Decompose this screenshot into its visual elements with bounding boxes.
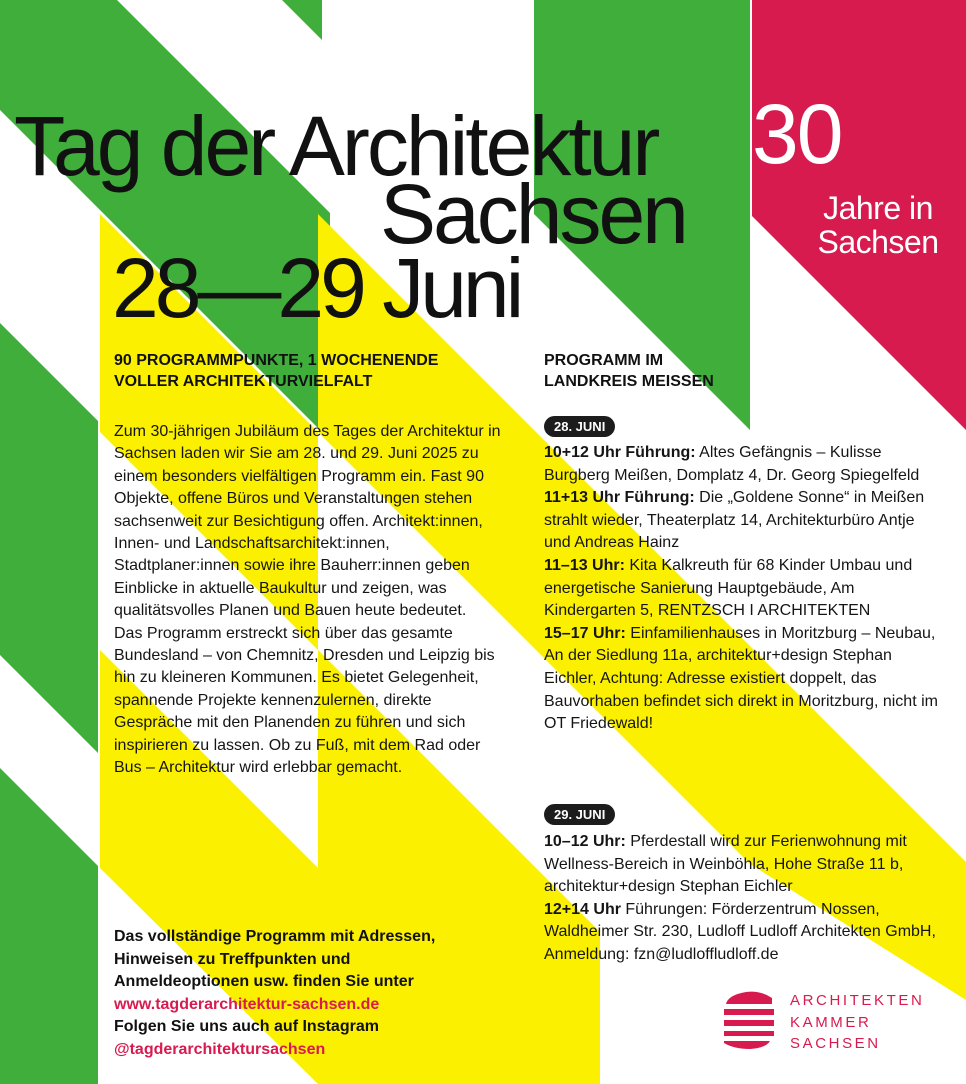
day-2-badge-wrap — [544, 804, 615, 825]
program-item — [544, 442, 944, 487]
program-item-text: Pferdestall wird zur Ferienwohnung mit Wellness-Bereich in Weinböhla, Hohe Straße 11 b, architektur+design Stephan Eichler — [544, 833, 907, 896]
program-item — [544, 899, 944, 967]
anniversary-number: 30 — [752, 87, 842, 181]
architektenkammer-logo-text — [790, 990, 924, 1055]
footer-line-3: Anmeldeoptionen usw. finden Sie unter — [114, 973, 414, 991]
program-item-time: 10–12 Uhr: — [544, 833, 626, 850]
program-item — [544, 831, 944, 899]
left-heading — [114, 350, 514, 392]
program-item-text: Einfamilienhauses in Moritzburg – Neubau, An der Siedlung 11a, architektur+design Stephan Eichler, Achtung: Adresse existiert doppelt, das Bauvorhaben befindet sich direkt in Moritzburg, nicht im OT Friedewald! — [544, 624, 938, 733]
day-2-badge: 29. JUNI — [544, 804, 615, 825]
program-item-time: 12+14 Uhr — [544, 900, 621, 918]
program-item-time: 15–17 Uhr: — [544, 624, 626, 642]
website-link[interactable]: www.tagderarchitektur-sachsen.de — [114, 995, 380, 1013]
title-line-1: Tag der Architektur — [14, 99, 658, 193]
program-item-text: Die „Goldene Sonne“ in Meißen strahlt wieder, Theaterplatz 14, Architekturbüro Antje und Andreas Hainz — [544, 489, 925, 552]
instagram-link[interactable]: @tagderarchitektursachsen — [114, 1040, 326, 1058]
day-1-program — [544, 442, 944, 736]
intro-text — [114, 421, 506, 780]
day-1-badge-wrap — [544, 416, 615, 437]
intro-paragraph-2: Das Programm erstreckt sich über das gesamte Bundesland – von Chemnitz, Dresden und Leipzig bis hin zu kleineren Kommunen. Es bietet Gelegenheit, spannende Projekte kennenzulernen, direkte Gespräche mit den Planenden zu führen und sich inspirieren zu lassen. Ob zu Fuß, mit dem Rad oder Bus – Architektur wird erlebbar gemacht. — [114, 624, 495, 777]
intro-paragraph-1: Zum 30-jährigen Jubiläum des Tages der Architektur in Sachsen laden wir Sie am 28. und 29. Juni 2025 zu einem besonders vielfältigen Programm ein. Fast 90 Objekte, offene Büros und Veranstaltungen stehen sachsenweit zur Besichtigung offen. Architekt:innen, Innen- und Landschaftsarchitekt:innen, Stadtplaner:innen sowie ihre Bauherr:innen geben Einblicke in aktuelle Baukultur und zeigen, was qualitätsvolles Planen und Bauen heute bedeutet. — [114, 423, 501, 620]
program-item-text: Führungen: Förderzentrum Nossen, Waldheimer Str. 230, Ludloff Ludloff Architekten GmbH, Anmeldung: fzn@ludloffludloff.de — [544, 900, 936, 963]
instagram-text: Folgen Sie uns auch auf Instagram — [114, 1018, 379, 1036]
program-item-time: 10+12 Uhr Führung: — [544, 444, 696, 461]
day-2-program — [544, 831, 944, 967]
right-heading-line-1: PROGRAMM IM — [544, 352, 664, 369]
anniversary-text-line-1: Jahre in — [823, 190, 933, 226]
anniversary-text-line-2: Sachsen — [817, 223, 939, 260]
footer-line-2: Hinweisen zu Treffpunkten und — [114, 950, 351, 968]
right-heading-line-2: LANDKREIS MEISSEN — [544, 373, 714, 390]
logo-text-line-2: KAMMER — [790, 1013, 872, 1031]
left-heading-line-1: 90 PROGRAMMPUNKTE, 1 WOCHENENDE — [114, 352, 439, 369]
program-item — [544, 623, 944, 736]
left-heading-line-2: VOLLER ARCHITEKTURVIELFALT — [114, 373, 373, 390]
program-item-time: 11+13 Uhr Führung: — [544, 489, 695, 507]
program-item-text: Altes Gefängnis – Kulisse Burgberg Meißen, Domplatz 4, Dr. Georg Spiegelfeld — [544, 444, 920, 484]
logo-text-line-3: SACHSEN — [790, 1035, 881, 1052]
program-item — [544, 487, 944, 555]
green-stripe-bottom-left — [0, 768, 98, 1084]
architektenkammer-logo-icon — [722, 990, 774, 1050]
title-line-2: Sachsen — [380, 167, 686, 261]
logo-text-line-1: ARCHITEKTEN — [790, 992, 925, 1009]
program-item-text: Kita Kalkreuth für 68 Kinder Umbau und energetische Sanierung Hauptgebäude, Am Kindergarten 5, RENTZSCH I ARCHITEKTEN — [544, 556, 913, 620]
program-item-time: 11–13 Uhr: — [544, 556, 625, 574]
green-stripe-left — [0, 323, 98, 753]
anniversary-text — [778, 192, 966, 259]
green-stripe-top-center — [282, 0, 322, 40]
right-heading — [544, 350, 844, 392]
day-1-badge: 28. JUNI — [544, 416, 615, 437]
event-dates: 28—29 Juni — [112, 241, 521, 335]
footer-line-1: Das vollständige Programm mit Adressen, — [114, 928, 436, 945]
program-item — [544, 555, 944, 623]
footer-info — [114, 926, 514, 1062]
